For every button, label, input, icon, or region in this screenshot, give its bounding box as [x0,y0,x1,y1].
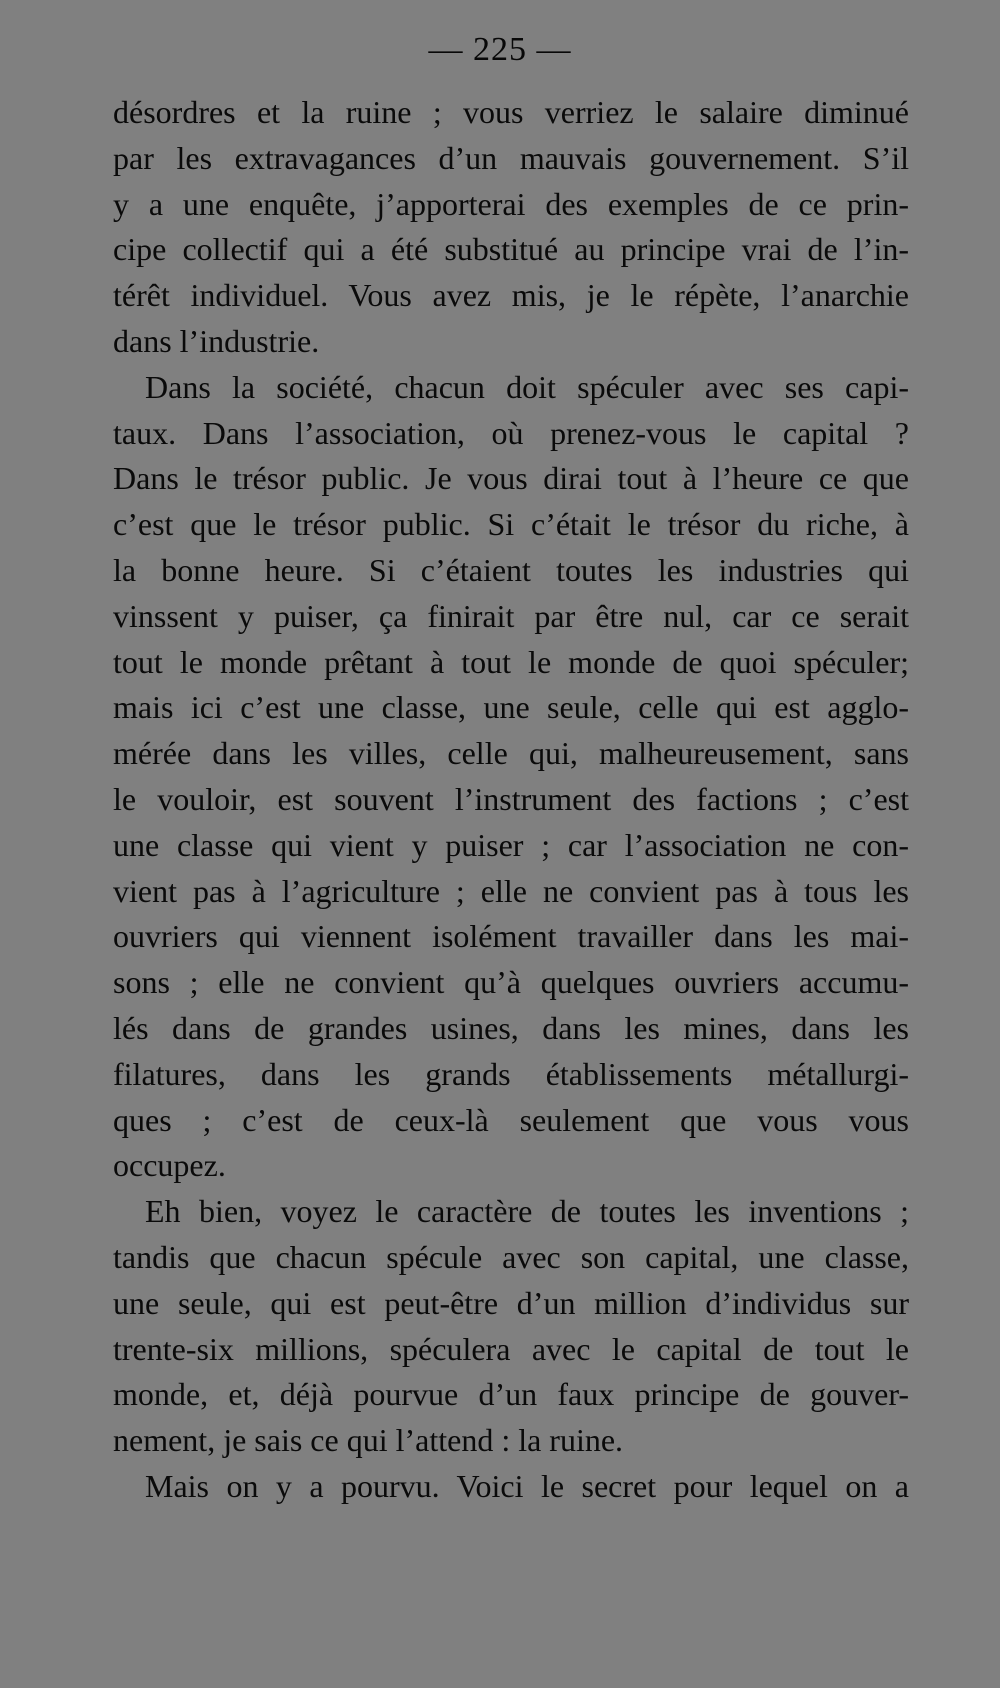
text-line: le vouloir, est souvent l’instrument des factions ; c’est [113,780,909,817]
text-line: lés dans de grandes usines, dans les mines, dans les [113,1009,909,1046]
text-line: nement, je sais ce qui l’attend : la ruine. [113,1422,624,1459]
paragraph [113,1189,909,1464]
text-line: filatures, dans les grands établissements métallurgi- [113,1055,909,1092]
text-line: désordres et la ruine ; vous verriez le salaire diminué [113,94,909,130]
text-line: mérée dans les villes, celle qui, malheureusement, sans [113,735,909,772]
text-line: tout le monde prêtant à tout le monde de quoi spéculer; [113,643,909,680]
text-line: sons ; elle ne convient qu’à quelques ouvriers accumu- [113,964,909,1001]
text-line: par les extravagances d’un mauvais gouvernement. S’il [113,139,909,176]
text-line: c’est que le trésor public. Si c’était le trésor du riche, à [113,506,909,543]
text-line: trente-six millions, spéculera avec le capital de tout le [113,1330,909,1367]
text-line: Dans la société, chacun doit spéculer avec ses capi- [145,368,909,405]
text-line: Eh bien, voyez le caractère de toutes les inventions ; [145,1193,909,1230]
text-line: une classe qui vient y puiser ; car l’association ne con- [113,826,909,863]
text-line: térêt individuel. Vous avez mis, je le répète, l’anarchie [113,277,909,314]
text-line: taux. Dans l’association, où prenez-vous le capital ? [113,414,909,451]
page-text [113,90,909,1510]
text-line: vinssent y puiser, ça finirait par être nul, car ce serait [113,597,909,634]
text-line: tandis que chacun spécule avec son capital, une classe, [113,1238,909,1275]
page-number: — 225 — [428,31,572,68]
text-line: occupez. [113,1147,226,1184]
text-line: y a une enquête, j’apporterai des exemples de ce prin- [113,185,909,222]
text-line: ouvriers qui viennent isolément travailler dans les mai- [113,918,909,955]
text-line: dans l’industrie. [113,322,320,359]
text-line: ques ; c’est de ceux-là seulement que vous vous [113,1101,909,1138]
text-line: Dans le trésor public. Je vous dirai tout à l’heure ce que [113,460,909,497]
paragraph [113,90,909,365]
paragraph [113,1464,909,1510]
text-line: cipe collectif qui a été substitué au principe vrai de l’in- [113,231,909,268]
text-line: la bonne heure. Si c’étaient toutes les industries qui [113,551,909,588]
text-line: Mais on y a pourvu. Voici le secret pour lequel on a [145,1467,909,1504]
text-line: mais ici c’est une classe, une seule, celle qui est agglo- [113,689,909,726]
text-line: une seule, qui est peut-être d’un million d’individus sur [113,1284,909,1321]
paragraph [113,365,909,1189]
text-line: vient pas à l’agriculture ; elle ne convient pas à tous les [113,872,909,909]
text-line: monde, et, déjà pourvue d’un faux principe de gouver- [113,1376,909,1413]
